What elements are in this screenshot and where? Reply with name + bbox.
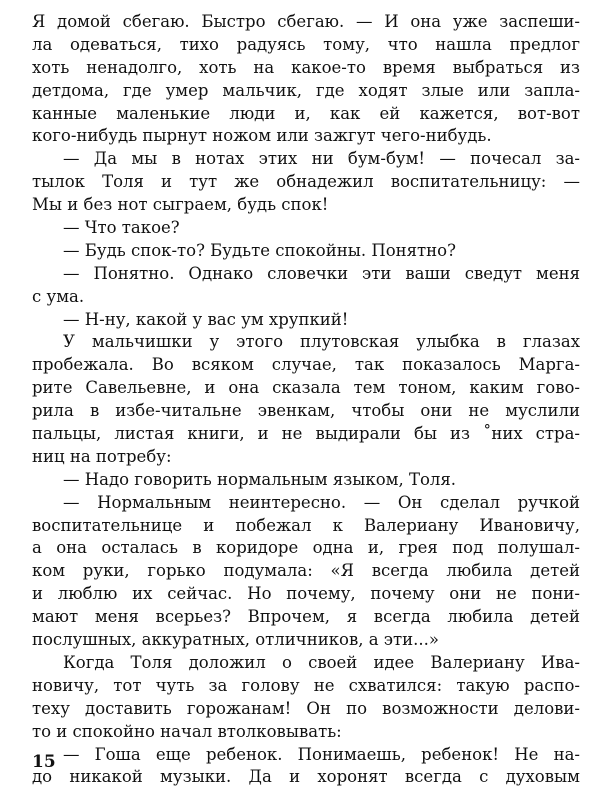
text-line: хоть ненадолго, хоть на какое-то время выбраться из [32, 57, 580, 77]
text-line: — Да мы в нотах этих ни бум-бум! — почесал за- [63, 149, 580, 169]
text-line: Когда Толя доложил о своей идее Валериану Ива- [63, 652, 580, 672]
text-line: — Что такое? [63, 218, 180, 238]
text-line: послушных, аккуратных, отличников, а эти...» [32, 630, 439, 650]
text-line: ком руки, горько подумала: «Я всегда любила детей [32, 561, 580, 581]
text-line: — Надо говорить нормальным языком, Толя. [63, 469, 457, 489]
text-line: рила в избе-читальне эвенкам, чтобы они не муслили [32, 401, 580, 421]
text-line: ла одеваться, тихо радуясь тому, что нашла предлог [32, 34, 580, 54]
text-line: канные маленькие люди и, как ей кажется, вот-вот [32, 103, 580, 123]
text-line: пробежала. Во всяком случае, так показалось Марга- [32, 355, 580, 375]
text-line: кого-нибудь пырнут ножом или зажгут чего-нибудь. [32, 126, 492, 146]
text-line: с ума. [32, 286, 85, 306]
text-line: Мы и без нот сыграем, будь спок! [32, 195, 329, 215]
text-line: ниц на потребу: [32, 446, 172, 466]
text-line: У мальчишки у этого плутовская улыбка в глазах [63, 332, 580, 352]
text-line: и люблю их сейчас. Но почему, почему они не пони- [32, 584, 580, 604]
text-line: а она осталась в коридоре одна и, грея под полушал- [32, 538, 580, 558]
text-line: детдома, где умер мальчик, где ходят злые или запла- [32, 80, 580, 100]
text-line: — Будь спок-то? Будьте спокойны. Понятно? [63, 240, 456, 260]
text-line: то и спокойно начал втолковывать: [32, 721, 342, 741]
text-line: мают меня всерьез? Впрочем, я всегда любила детей [32, 607, 580, 627]
page-number: 15 [32, 752, 56, 772]
text-line: новичу, тот чуть за голову не схватился: такую распо- [32, 675, 580, 695]
text-line: до никакой музыки. Да и хоронят всегда с духовым [32, 767, 580, 787]
text-line: — Понятно. Однако словечки эти ваши сведут меня [63, 263, 580, 283]
text-line: — Нормальным неинтересно. — Он сделал ручкой [63, 492, 580, 512]
text-line: пальцы, листая книги, и не выдирали бы из ˚них стра- [32, 424, 580, 444]
text-line: воспитательнице и побежал к Валериану Ивановичу, [32, 515, 580, 535]
text-line: — Н-ну, какой у вас ум хрупкий! [63, 309, 349, 329]
book-page [32, 0, 580, 800]
text-line: Я домой сбегаю. Быстро сбегаю. — И она уже заспеши- [32, 12, 580, 31]
text-line: теху доставить горожанам! Он по возможности делови- [32, 698, 580, 718]
text-line: — Гоша еще ребенок. Понимаешь, ребенок! Не на- [63, 744, 580, 764]
text-line: тылок Толя и тут же обнадежил воспитательницу: — [32, 172, 580, 192]
text-line: рите Савельевне, и она сказала тем тоном, каким гово- [32, 378, 580, 398]
body-text [32, 11, 580, 789]
